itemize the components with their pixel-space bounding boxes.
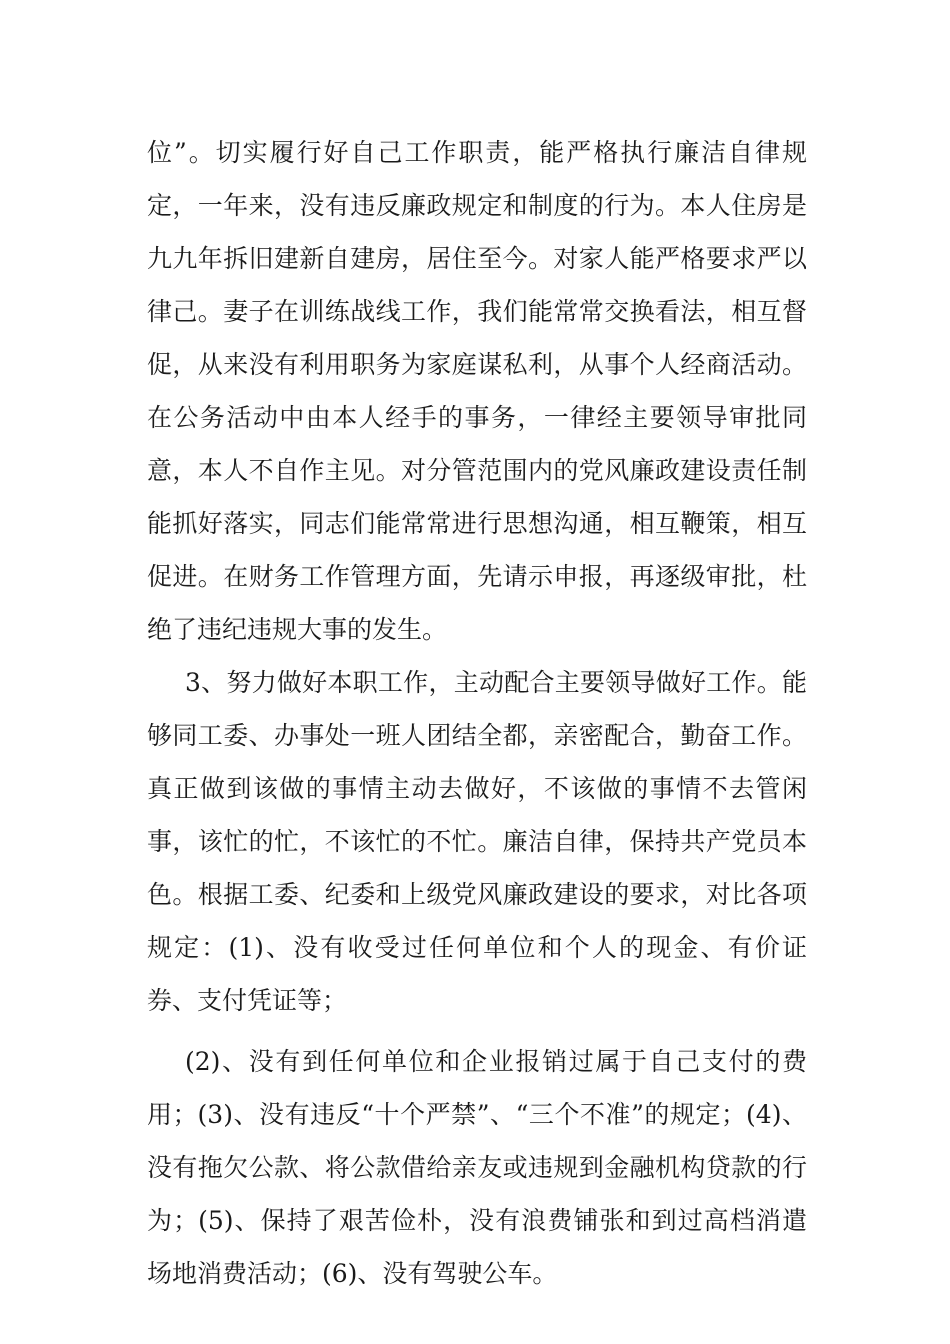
document-body <box>147 126 807 1300</box>
paragraph-continuation: 位”。切实履行好自己工作职责，能严格执行廉洁自律规定，一年来，没有违反廉政规定和制度的行为。本人住房是九九年拆旧建新自建房，居住至今。对家人能严格要求严以律己。妻子在训练战线工作，我们能常常交换看法，相互督促，从来没有利用职务为家庭谋私利，从事个人经商活动。在公务活动中由本人经手的事务，一律经主要领导审批同意，本人不自作主见。对分管范围内的党风廉政建设责任制能抓好落实，同志们能常常进行思想沟通，相互鞭策，相互促进。在财务工作管理方面，先请示申报，再逐级审批，杜绝了违纪违规大事的发生。 <box>147 138 807 644</box>
paragraph-item-3: 3、努力做好本职工作，主动配合主要领导做好工作。能够同工委、办事处一班人团结全都，亲密配合，勤奋工作。真正做到该做的事情主动去做好，不该做的事情不去管闲事，该忙的忙，不该忙的不忙。廉洁自律，保持共产党员本色。根据工委、纪委和上级党风廉政建设的要求，对比各项规定：(1)、没有收受过任何单位和个人的现金、有价证券、支付凭证等； <box>147 668 807 1015</box>
paragraph-items-2-6: (2)、没有到任何单位和企业报销过属于自己支付的费用；(3)、没有违反“十个严禁”、“三个不准”的规定；(4)、没有拖欠公款、将公款借给亲友或违规到金融机构贷款的行为；(5)、保持了艰苦俭朴，没有浪费铺张和到过高档消遣场地消费活动；(6)、没有驾驶公车。 <box>147 1047 807 1288</box>
